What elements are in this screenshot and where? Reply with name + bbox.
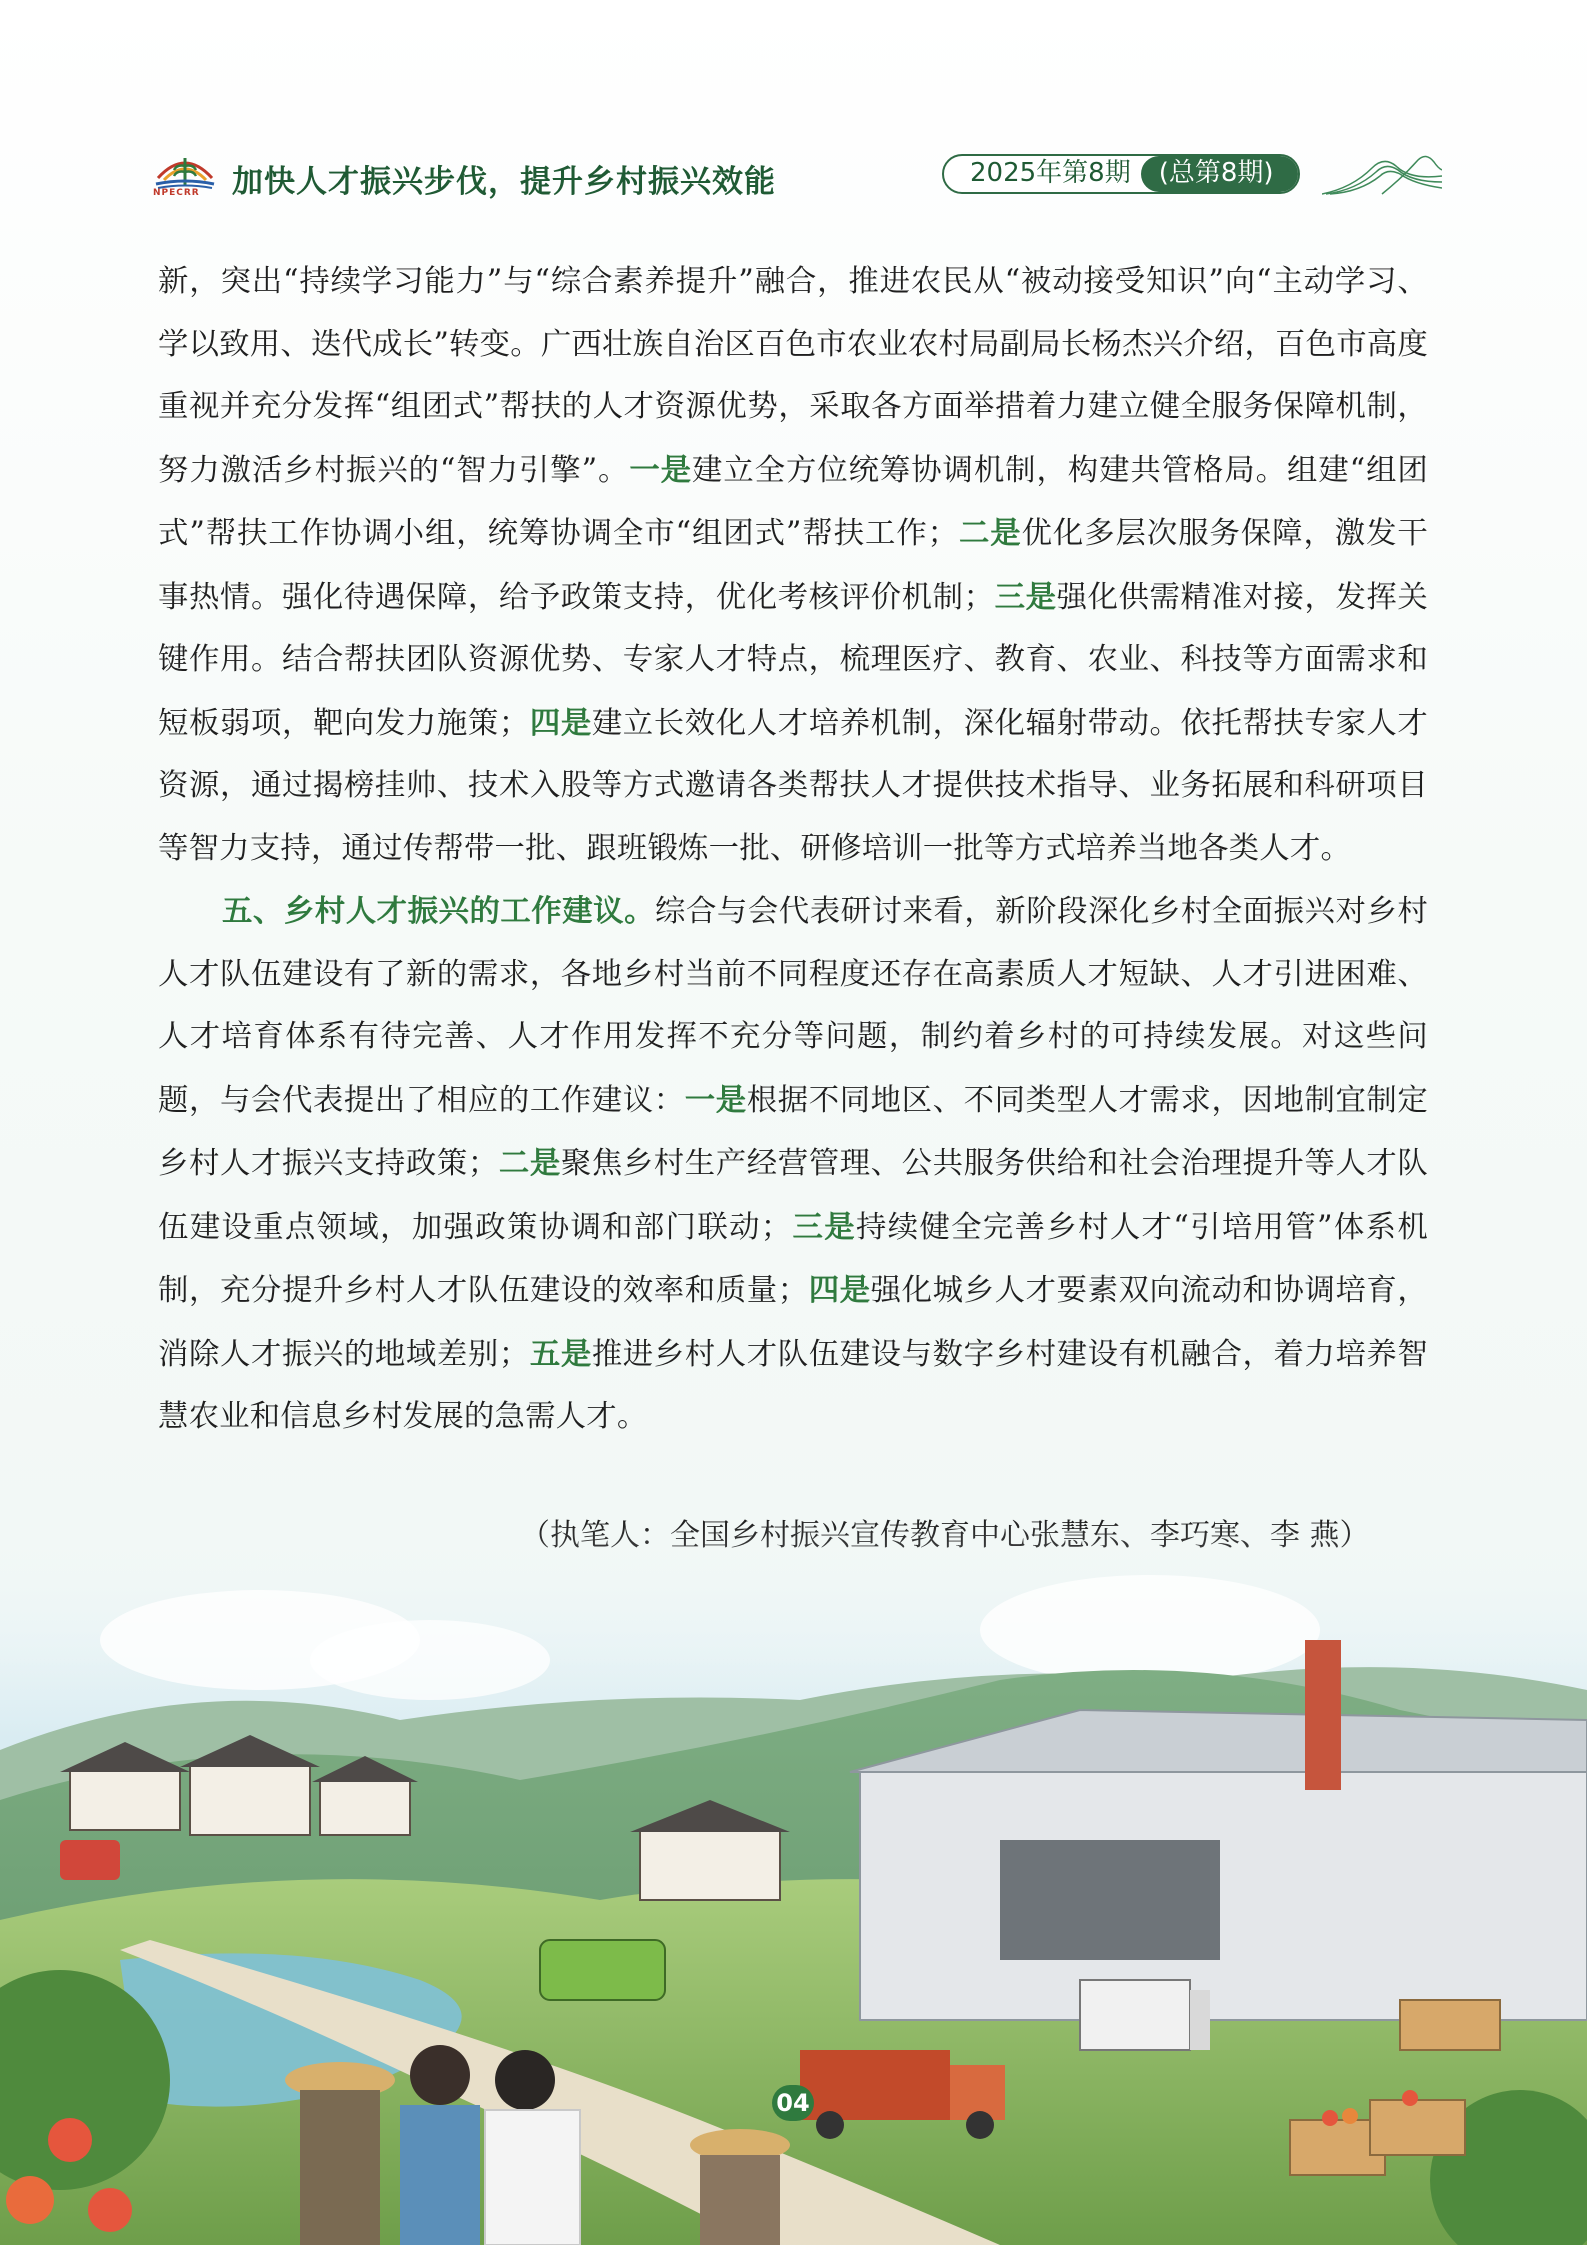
- header-title: 加快人才振兴步伐，提升乡村振兴效能: [232, 164, 776, 200]
- page-header: [150, 148, 1435, 198]
- highlighted-phrase: 二是: [498, 1145, 561, 1181]
- highlighted-phrase: 三是: [791, 1208, 856, 1245]
- page-number: 04: [772, 2085, 814, 2121]
- rural-scene-illustration: [0, 1520, 1587, 2245]
- issue-total: (总第8期): [1141, 156, 1298, 192]
- highlighted-phrase: 四是: [808, 1272, 871, 1308]
- highlighted-phrase: 四是: [529, 704, 592, 741]
- text-run: 强化城乡人才要素双向流动和协调培育，消除人才振兴的地域差别；: [158, 1273, 1429, 1372]
- text-run: 聚焦乡村生产经营管理、公共服务供给和社会治理提升等人才队伍建设重点领域，加强政策协调和部门联动；: [158, 1146, 1429, 1245]
- paragraph: [158, 251, 1428, 880]
- text-run: 建立长效化人才培养机制，深化辐射带动。依托帮扶专家人才资源，通过揭榜挂帅、技术入股等方式邀请各类帮扶人才提供技术指导、业务拓展和科研项目等智力支持，通过传帮带一批、跟班锻炼一批、研修培训一批等方式培养当地各类人才。: [158, 705, 1429, 866]
- issue-number: 2025年第8期: [970, 158, 1131, 188]
- mountain-lines-icon: [1322, 148, 1442, 196]
- npecrr-logo: NPECRR: [150, 148, 220, 204]
- highlighted-phrase: 五是: [529, 1335, 592, 1372]
- text-run: 根据不同地区、不同类型人才需求，因地制宜制定乡村人才振兴支持政策；: [158, 1082, 1429, 1181]
- highlighted-phrase: 三是: [994, 578, 1057, 615]
- text-run: 建立全方位统筹协调机制，构建共管格局。组建“组团式”帮扶工作协调小组，统筹协调全市“组团式”帮扶工作；: [158, 452, 1429, 551]
- text-run: 新，突出“持续学习能力”与“综合素养提升”融合，推进农民从“被动接受知识”向“主动学习、学以致用、迭代成长”转变。广西壮族自治区百色市农业农村局副局长杨杰兴介绍，百色市高度重视并充分发挥“组团式”帮扶的人才资源优势，采取各方面举措着力建立健全服务保障机制，努力激活乡村振兴的“智力引擎”。: [158, 264, 1428, 488]
- text-run: 优化多层次服务保障，激发干事热情。强化待遇保障，给予政策支持，优化考核评价机制；: [158, 516, 1428, 615]
- highlighted-phrase: 一是: [629, 451, 692, 488]
- highlighted-phrase: 一是: [684, 1081, 747, 1118]
- highlighted-phrase: 二是: [958, 515, 1022, 551]
- text-run: 强化供需精准对接，发挥关键作用。结合帮扶团队资源优势、专家人才特点，梳理医疗、教育、农业、科技等方面需求和短板弱项，靶向发力施策；: [158, 579, 1429, 741]
- paragraph: [158, 880, 1428, 1449]
- highlighted-phrase: 五、乡村人才振兴的工作建议。: [222, 893, 656, 929]
- text-run: 持续健全完善乡村人才“引培用管”体系机制，充分提升乡村人才队伍建设的效率和质量；: [158, 1209, 1428, 1308]
- article-body: [158, 251, 1428, 1449]
- text-run: 推进乡村人才队伍建设与数字乡村建设有机融合，着力培养智慧农业和信息乡村发展的急需人才。: [158, 1336, 1429, 1434]
- issue-badge: [942, 154, 1300, 194]
- text-run: 综合与会代表研讨来看，新阶段深化乡村全面振兴对乡村人才队伍建设有了新的需求，各地乡村当前不同程度还存在高素质人才短缺、人才引进困难、人才培育体系有待完善、人才作用发挥不充分等问题，制约着乡村的可持续发展。对这些问题，与会代表提出了相应的工作建议：: [158, 894, 1428, 1118]
